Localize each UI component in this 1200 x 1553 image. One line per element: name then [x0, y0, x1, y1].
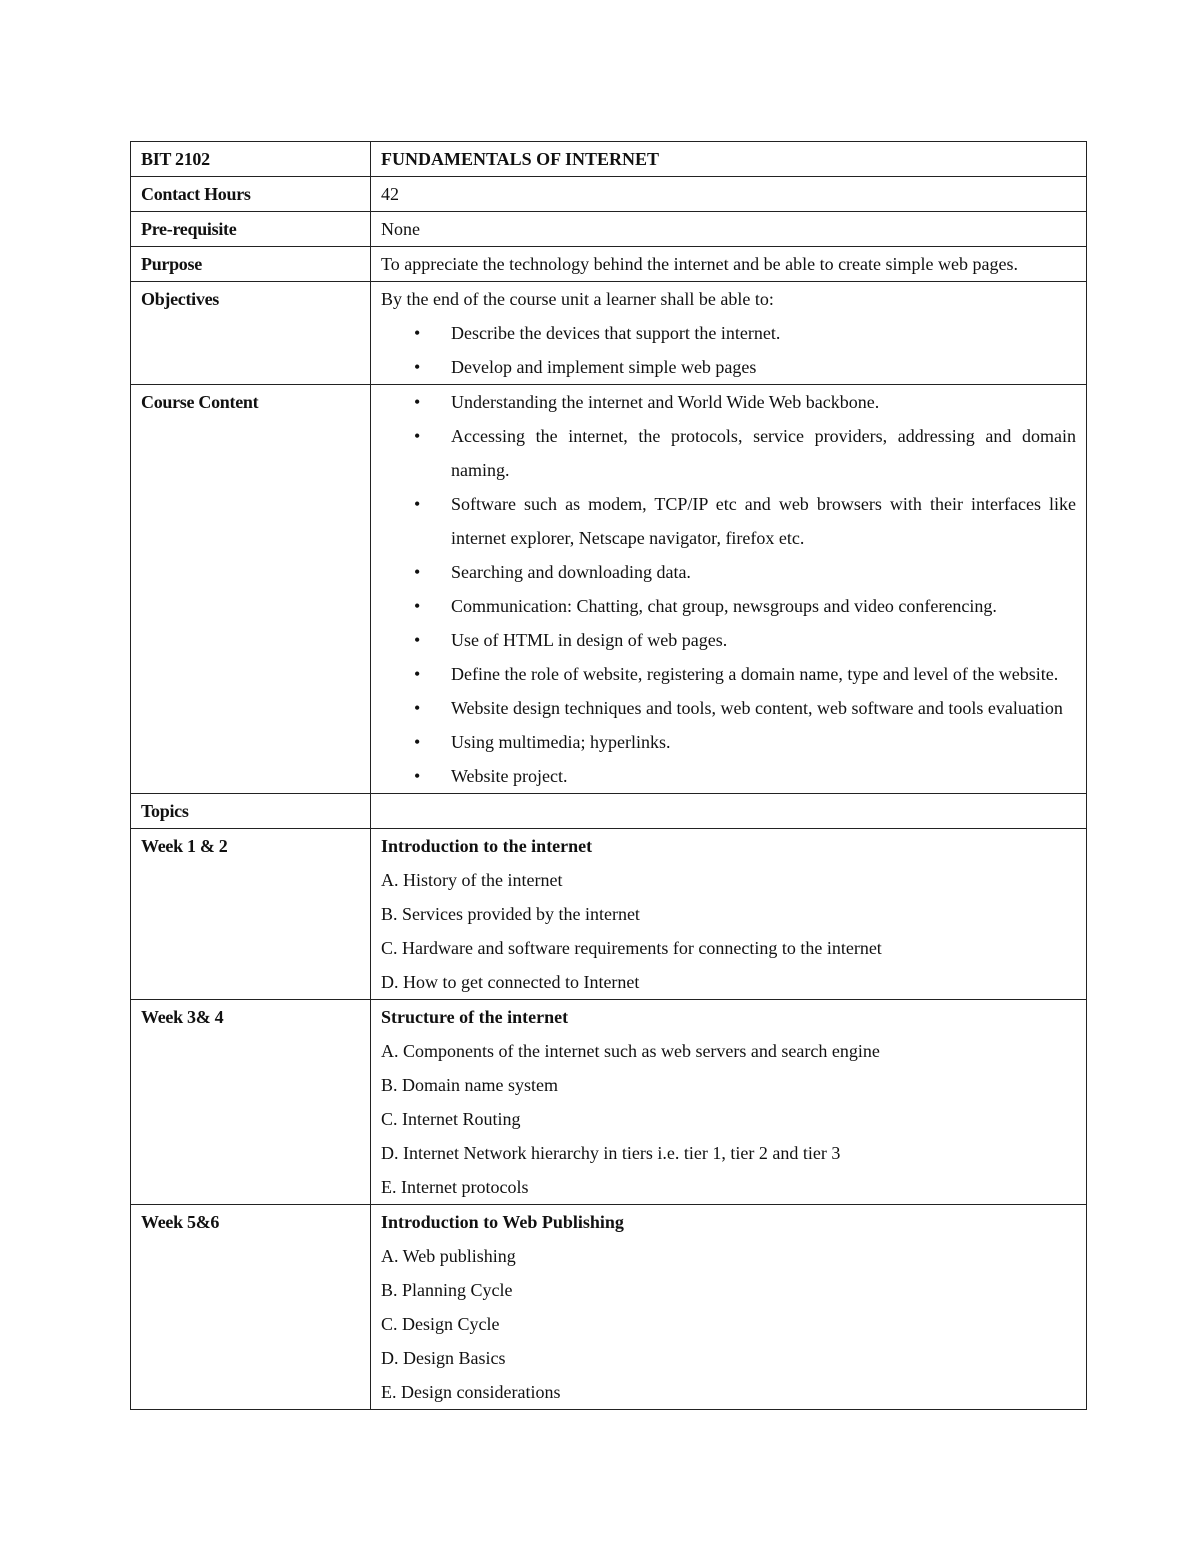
syllabus-table: [130, 141, 1087, 1410]
bullet-icon: •: [414, 732, 421, 752]
content-item: [381, 555, 1076, 589]
objectives-list: [381, 316, 1076, 384]
week-topic-item: B. Domain name system: [381, 1075, 558, 1095]
week-topics: [371, 1205, 1087, 1410]
content-item-text: Accessing the internet, the protocols, service providers, addressing and domain naming.: [451, 426, 1076, 480]
syllabus-page: [130, 141, 1086, 1410]
content-item-text: Searching and downloading data.: [451, 562, 691, 582]
course-content-label: Course Content: [131, 385, 371, 794]
week-topic-item: C. Design Cycle: [381, 1314, 500, 1334]
content-item-text: Use of HTML in design of web pages.: [451, 630, 728, 650]
objective-item: [381, 316, 1076, 350]
week-topic-item: E. Internet protocols: [381, 1177, 529, 1197]
bullet-icon: •: [414, 698, 421, 718]
content-item: [381, 759, 1076, 793]
content-item-text: Define the role of website, registering a domain name, type and level of the website.: [451, 664, 1059, 684]
week-topic-item: C. Internet Routing: [381, 1109, 521, 1129]
bullet-icon: •: [414, 392, 421, 412]
objectives-row: [131, 282, 1087, 385]
objectives-cell: [371, 282, 1087, 385]
purpose-row: [131, 247, 1087, 282]
content-item-text: Website project.: [451, 766, 568, 786]
week-topic-item: A. Components of the internet such as web servers and search engine: [381, 1041, 880, 1061]
week-row: [131, 1000, 1087, 1205]
week-topic-item: E. Design considerations: [381, 1382, 561, 1402]
content-item: [381, 589, 1076, 623]
course-content-row: [131, 385, 1087, 794]
topics-label: Topics: [131, 794, 371, 829]
header-row: [131, 142, 1087, 177]
bullet-icon: •: [414, 323, 421, 343]
week-label: Week 5&6: [131, 1205, 371, 1410]
week-label: Week 3& 4: [131, 1000, 371, 1205]
week-row: [131, 829, 1087, 1000]
week-topics: [371, 1000, 1087, 1205]
course-code: BIT 2102: [131, 142, 371, 177]
week-topic-item: B. Planning Cycle: [381, 1280, 513, 1300]
objectives-intro: By the end of the course unit a learner shall be able to:: [381, 289, 774, 309]
content-item-text: Using multimedia; hyperlinks.: [451, 732, 671, 752]
week-topic-item: D. Design Basics: [381, 1348, 506, 1368]
week-topics: [371, 829, 1087, 1000]
bullet-icon: •: [414, 664, 421, 684]
week-topic-title: Structure of the internet: [381, 1007, 569, 1027]
bullet-icon: •: [414, 426, 421, 446]
objective-item: [381, 350, 1076, 384]
week-label: Week 1 & 2: [131, 829, 371, 1000]
objective-item-text: Describe the devices that support the internet.: [451, 323, 781, 343]
content-item: [381, 691, 1076, 725]
content-item: [381, 657, 1076, 691]
week-topic-item: A. Web publishing: [381, 1246, 516, 1266]
contact-hours-row: [131, 177, 1087, 212]
prerequisite-row: [131, 212, 1087, 247]
objectives-label: Objectives: [131, 282, 371, 385]
week-topic-title: Introduction to Web Publishing: [381, 1212, 624, 1232]
bullet-icon: •: [414, 494, 421, 514]
prerequisite-label: Pre-requisite: [131, 212, 371, 247]
content-item-text: Software such as modem, TCP/IP etc and web browsers with their interfaces like internet explorer, Netscape navigator, firefox etc.: [451, 494, 1076, 548]
week-row: [131, 1205, 1087, 1410]
course-content-cell: [371, 385, 1087, 794]
prerequisite-value: None: [371, 212, 1087, 247]
week-topic-item: D. Internet Network hierarchy in tiers i.e. tier 1, tier 2 and tier 3: [381, 1143, 841, 1163]
content-item: [381, 725, 1076, 759]
content-item: [381, 385, 1076, 419]
week-topic-item: B. Services provided by the internet: [381, 904, 640, 924]
topics-row: [131, 794, 1087, 829]
content-item-text: Communication: Chatting, chat group, newsgroups and video conferencing.: [451, 596, 997, 616]
content-item: [381, 487, 1076, 555]
week-topic-item: C. Hardware and software requirements for connecting to the internet: [381, 938, 882, 958]
content-item-text: Website design techniques and tools, web content, web software and tools evaluation: [451, 698, 1063, 718]
bullet-icon: •: [414, 630, 421, 650]
bullet-icon: •: [414, 562, 421, 582]
objective-item-text: Develop and implement simple web pages: [451, 357, 757, 377]
week-topic-title: Introduction to the internet: [381, 836, 593, 856]
bullet-icon: •: [414, 766, 421, 786]
contact-hours-label: Contact Hours: [131, 177, 371, 212]
topics-empty-cell: [371, 794, 1087, 829]
bullet-icon: •: [414, 357, 421, 377]
weeks-section: [131, 829, 1087, 1410]
bullet-icon: •: [414, 596, 421, 616]
purpose-label: Purpose: [131, 247, 371, 282]
content-item: [381, 419, 1076, 487]
week-topic-item: D. How to get connected to Internet: [381, 972, 640, 992]
content-item-text: Understanding the internet and World Wide Web backbone.: [451, 392, 880, 412]
course-title: FUNDAMENTALS OF INTERNET: [371, 142, 1087, 177]
course-content-list: [381, 385, 1076, 793]
purpose-value: To appreciate the technology behind the internet and be able to create simple web pages.: [371, 247, 1087, 282]
contact-hours-value: 42: [371, 177, 1087, 212]
content-item: [381, 623, 1076, 657]
week-topic-item: A. History of the internet: [381, 870, 563, 890]
